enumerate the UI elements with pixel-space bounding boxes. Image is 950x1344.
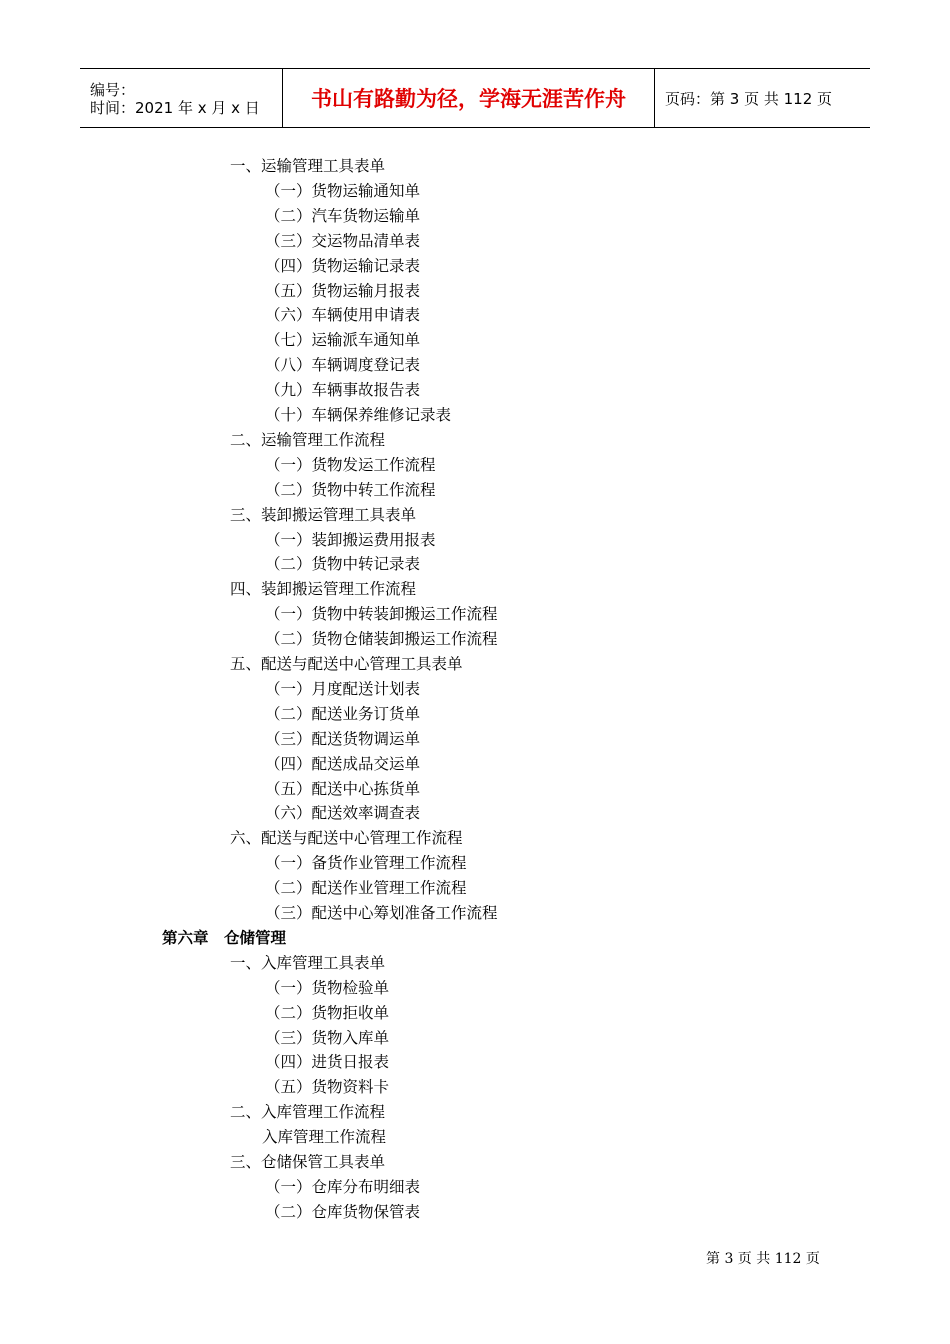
- toc-subsection-item: （一）货物运输通知单: [265, 181, 421, 200]
- toc-subsection-item: （七）运输派车通知单: [265, 331, 421, 350]
- toc-subsection-item: （四）货物运输记录表: [265, 256, 421, 275]
- toc-subsection-item: （四）进货日报表: [265, 1053, 390, 1072]
- footer-page-number: 第 3 页 共 112 页: [706, 1251, 820, 1267]
- toc-subsection-item: （五）货物资料卡: [265, 1078, 390, 1097]
- toc-section-item: 三、装卸搬运管理工具表单: [230, 505, 417, 524]
- toc-subsection-item: （一）货物发运工作流程: [265, 455, 436, 474]
- toc-subsection-item: （二）货物中转工作流程: [265, 480, 436, 499]
- toc-subsection-item: （八）车辆调度登记表: [265, 356, 421, 375]
- toc-subsection-item: （五）配送中心拣货单: [265, 779, 421, 798]
- toc-subsection-item: （二）配送作业管理工作流程: [265, 879, 467, 898]
- toc-subsection-item: （六）配送效率调查表: [265, 804, 421, 823]
- toc-section-item: 二、运输管理工作流程: [230, 430, 386, 449]
- toc-subsection-item: （五）货物运输月报表: [265, 281, 421, 300]
- toc-subsection-item: （二）配送业务订货单: [265, 704, 421, 723]
- toc-subsection-item: （一）货物中转装卸搬运工作流程: [265, 605, 498, 624]
- toc-section-item: 五、配送与配送中心管理工具表单: [230, 655, 463, 673]
- toc-subsection-item: （三）配送货物调运单: [265, 729, 421, 748]
- toc-subsection-item: （二）货物拒收单: [265, 1003, 390, 1022]
- toc-subsection-item: （一）装卸搬运费用报表: [265, 530, 436, 549]
- toc-subsection-item: （一）仓库分布明细表: [265, 1177, 421, 1196]
- chapter-heading: 第六章 仓储管理: [162, 928, 287, 947]
- toc-subsection-item: （三）货物入库单: [265, 1028, 390, 1047]
- toc-section-item: 一、入库管理工具表单: [230, 953, 386, 972]
- header-info: [80, 69, 282, 127]
- toc-section-item: 三、仓储保管工具表单: [230, 1153, 386, 1171]
- toc-section-item: 一、运输管理工具表单: [230, 157, 386, 175]
- toc-subsection-item: （十）车辆保养维修记录表: [265, 406, 452, 424]
- toc-subsection-item: （二）仓库货物保管表: [265, 1202, 421, 1221]
- toc-subsection-item: （一）货物检验单: [265, 978, 390, 997]
- toc-subsection-item: （二）货物中转记录表: [265, 555, 421, 574]
- toc-subsection-item: （二）货物仓储装卸搬运工作流程: [265, 630, 498, 649]
- toc-subsection-item: 入库管理工作流程: [262, 1128, 387, 1147]
- toc-subsection-item: （一）月度配送计划表: [265, 679, 421, 698]
- header-motto: 书山有路勤为径，学海无涯苦作舟: [282, 69, 655, 127]
- toc-subsection-item: （三）交运物品清单表: [265, 231, 421, 250]
- toc-section-item: 四、装卸搬运管理工作流程: [230, 580, 417, 599]
- toc-subsection-item: （二）汽车货物运输单: [265, 206, 421, 225]
- header-page-number: 页码：第 3 页 共 112 页: [665, 89, 833, 108]
- document-number-label: 编号：: [90, 81, 136, 99]
- toc-subsection-item: （九）车辆事故报告表: [265, 381, 421, 400]
- toc-section-item: 六、配送与配送中心管理工作流程: [230, 829, 463, 848]
- page-header: [80, 68, 870, 128]
- toc-subsection-item: （六）车辆使用申请表: [265, 306, 421, 325]
- toc-subsection-item: （三）配送中心筹划准备工作流程: [265, 904, 498, 922]
- document-time-label: 时间：2021 年 x 月 x 日: [90, 99, 260, 117]
- toc-subsection-item: （四）配送成品交运单: [265, 754, 421, 773]
- toc-section-item: 二、入库管理工作流程: [230, 1103, 386, 1122]
- toc-subsection-item: （一）备货作业管理工作流程: [265, 854, 467, 873]
